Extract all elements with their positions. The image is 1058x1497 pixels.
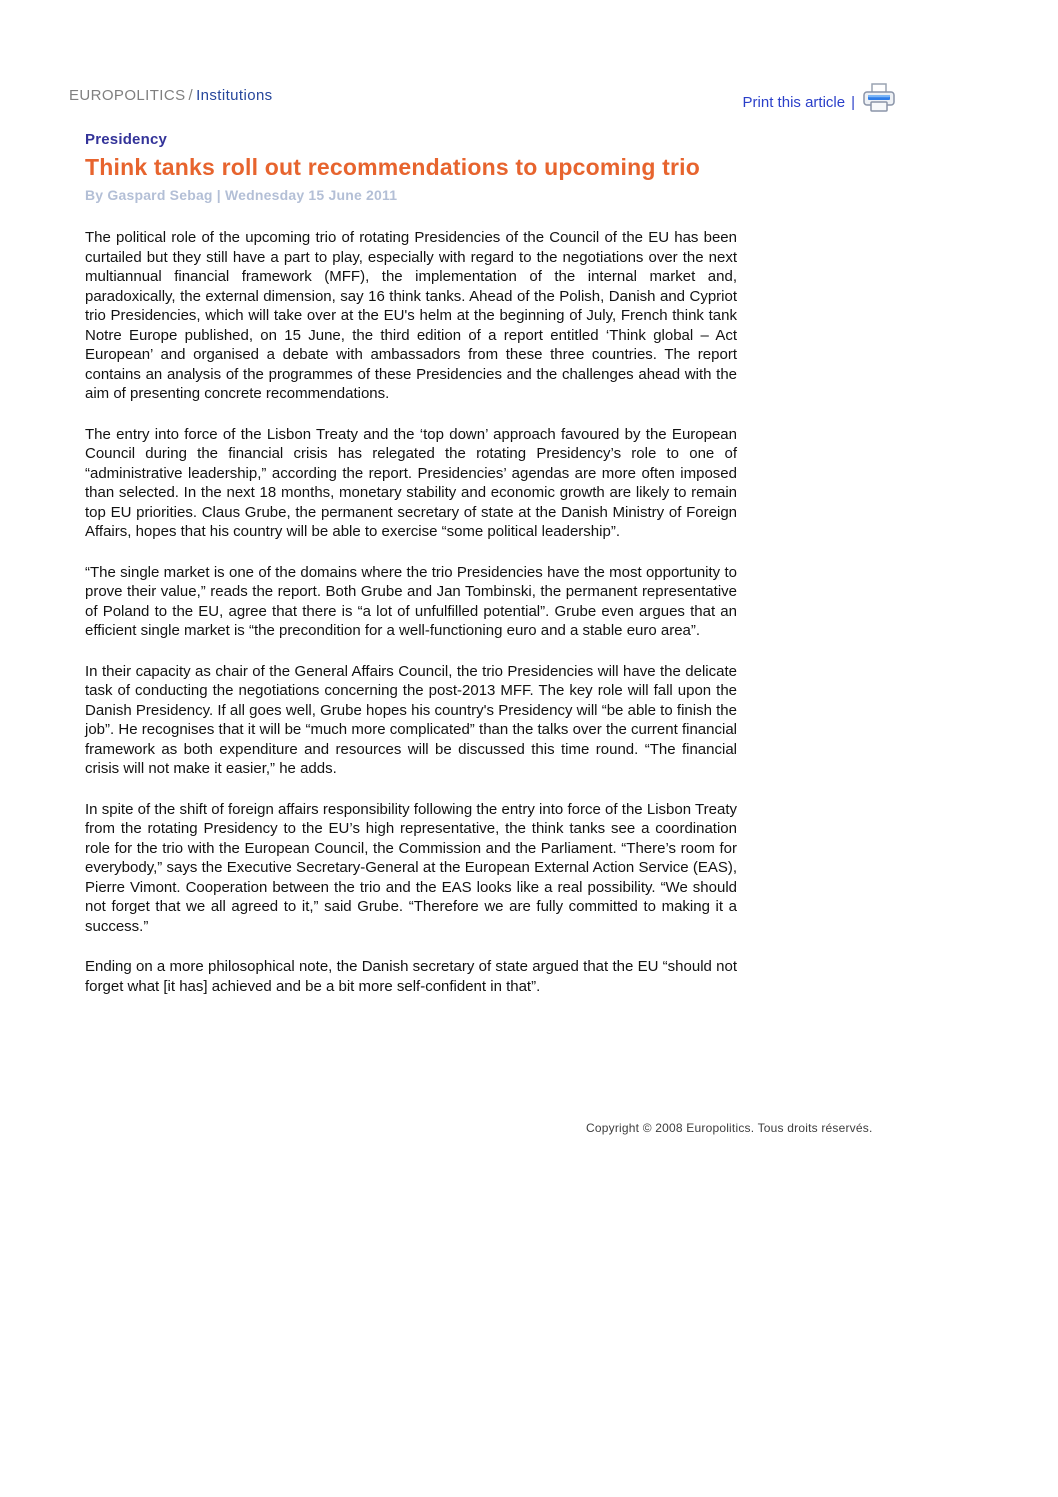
article-paragraph: The political role of the upcoming trio of rotating Presidencies of the Council of the EU has been curtailed but they still have a part to play, especially with regard to the negotiations over the next multiannual financial framework (MFF), the implementation of the internal market and, paradoxically, the external dimension, say 16 think tanks. Ahead of the Polish, Danish and Cypriot trio Presidencies, which will take over at the EU's helm at the beginning of July, French think tank Notre Europe published, on 15 June, the third edition of a report entitled ‘Think global – Act European’ and organised a debate with ambassadors from these three countries. The report contains an analysis of the programmes of these Presidencies and the challenges ahead with the aim of presenting concrete recommendations. <box>85 229 737 402</box>
article-body <box>85 228 737 996</box>
article-paragraph: Ending on a more philosophical note, the Danish secretary of state argued that the EU “should not forget what [it has] achieved and be a bit more self-confident in that”. <box>85 958 737 995</box>
printer-icon[interactable] <box>862 83 896 117</box>
print-area <box>743 87 896 117</box>
print-separator: | <box>851 93 855 111</box>
breadcrumb-separator: / <box>188 87 194 104</box>
article-paragraph: “The single market is one of the domains where the trio Presidencies have the most opportunity to prove their value,” reads the report. Both Grube and Jan Tombinski, the permanent representative of Poland to the EU, agree that there is “a lot of unfulfilled potential”. Grube even argues that an efficient single market is “the precondition for a well-functioning euro and a stable euro area”. <box>85 563 737 639</box>
article-title: Think tanks roll out recommendations to upcoming trio <box>85 154 701 180</box>
article-kicker: Presidency <box>85 131 168 148</box>
article-paragraph: In their capacity as chair of the General Affairs Council, the trio Presidencies will have the delicate task of conducting the negotiations concerning the post-2013 MFF. The key role will fall upon the Danish Presidency. If all goes well, Grube hopes his country's Presidency will “be able to finish the job”. He recognises that it will be “much more complicated” than the talks over the current financial framework as both expenditure and resources will be discussed this time round. “The financial crisis will not make it easier,” he adds. <box>85 662 737 777</box>
article-byline: By Gaspard Sebag | Wednesday 15 June 2011 <box>85 187 398 203</box>
article-paragraph: In spite of the shift of foreign affairs responsibility following the entry into force of the Lisbon Treaty from the rotating Presidency to the EU’s high representative, the think tanks see a coordination role for the trio with the European Council, the Commission and the Parliament. “There’s room for everybody,” says the Executive Secretary-General at the European External Action Service (EAS), Pierre Vimont. Cooperation between the trio and the EAS looks like a real possibility. “We should not forget that we all agreed to it,” said Grube. “Therefore we are fully committed to making it a success.” <box>85 800 737 935</box>
print-article-link[interactable]: Print this article <box>742 93 846 111</box>
page-header <box>69 87 896 117</box>
breadcrumb <box>69 87 273 104</box>
copyright-notice: Copyright © 2008 Europolitics. Tous droits réservés. <box>586 1121 873 1135</box>
breadcrumb-section-link[interactable]: Institutions <box>196 87 273 104</box>
article <box>85 131 737 996</box>
article-paragraph: The entry into force of the Lisbon Treaty and the ‘top down’ approach favoured by the European Council during the financial crisis has relegated the rotating Presidency’s role to one of “administrative leadership,” according the report. Presidencies’ agendas are more often imposed than selected. In the next 18 months, monetary stability and economic growth are likely to remain top EU priorities. Claus Grube, the permanent secretary of state at the Danish Ministry of Foreign Affairs, hopes that his country will be able to exercise “some political leadership”. <box>85 425 737 540</box>
brand-label: EUROPOLITICS <box>69 87 186 104</box>
